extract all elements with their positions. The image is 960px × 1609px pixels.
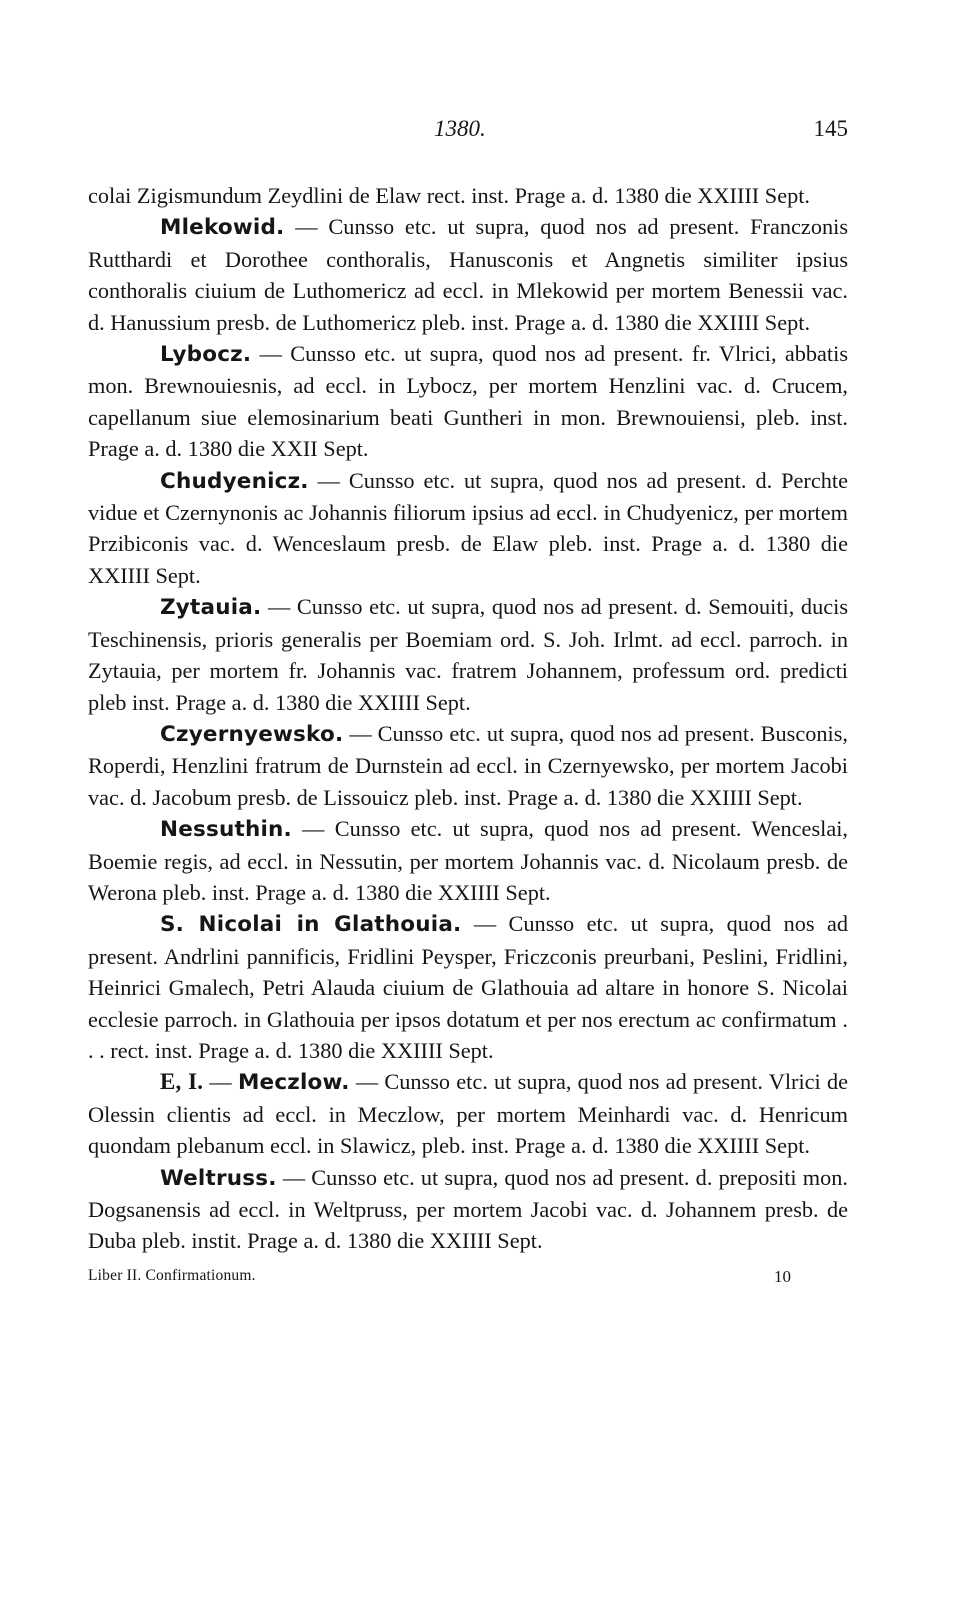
entry-separator: — — [276, 1164, 312, 1190]
entry-separator: — — [308, 467, 349, 493]
entry-separator: — — [291, 816, 335, 842]
entry-text: Cunsso etc. ut supra, quod nos ad present. Wenceslai, Boemie regis, ad eccl. in Nessutin, per mortem Johannis vac. d. Nicolaum presb. de Werona pleb. inst. Prage a. d. 1380 die XXIIII Sept. — [88, 816, 848, 905]
running-header — [88, 114, 848, 150]
entry-text: Cunsso etc. ut supra, quod nos ad present. Vlrici de Olessin clientis ad eccl. in Meczlow, per mortem Meinhardi vac. d. Henricum quondam plebanum eccl. in Slawicz, pleb. inst. Prage a. d. 1380 die XXIIII Sept. — [88, 1069, 849, 1159]
entry-separator: — — [284, 214, 329, 240]
entry-continuation — [88, 180, 848, 211]
entry-separator: — — [343, 720, 378, 746]
entry-heading: Lybocz. — [160, 342, 252, 368]
entry-separator: — — [261, 594, 297, 620]
entry-text: Cunsso etc. ut supra, quod nos ad present. d. Semouiti, ducis Teschinensis, prioris generalis per Boemiam ord. S. Joh. Irlmt. ad eccl. parroch. in Zytauia, per mortem fr. Johannis vac. fratrem Johannem, professum ord. predicti pleb inst. Prage a. d. 1380 die XXIIII Sept. — [88, 594, 848, 715]
entry-heading: Chudyenicz. — [160, 468, 309, 494]
entry-separator: — — [349, 1069, 385, 1095]
entry-prefix-separator: — — [203, 1069, 238, 1095]
entry-heading: Nessuthin. — [160, 817, 292, 843]
entry-text: Cunsso etc. ut supra, quod nos ad present. Franczonis Rutthardi et Dorothee conthoralis, Hanusconis et Angnetis similiter ipsius conthoralis ciuium de Luthomericz ad eccl. in Mlekowid per mortem Benessii vac. d. Hanussium presb. de Luthomericz pleb. inst. Prage a. d. 1380 die XXIIII Sept. — [88, 214, 848, 335]
entry-heading: Czyernyewsko. — [160, 721, 344, 747]
entry-text: Cunsso etc. ut supra, quod nos ad present. Andrlini pannificis, Fridlini Peysper, Friczconis preurbani, Peslini, Fridlini, Heinrici Gmalech, Petri Alauda ciuium de Glathouia ad altare in honore S. Nicolai ecclesie parroch. in Glathouia per ipsos dotatum et per nos erectum ac confirmatum . . . rect. inst. Prage a. d. 1380 die XXIIII Sept. — [88, 911, 848, 1063]
entry-heading: Mlekowid. — [160, 215, 285, 241]
entry-zytauia — [88, 591, 848, 718]
body-text — [88, 180, 848, 1257]
page-number: 145 — [813, 116, 848, 141]
book-page — [88, 114, 848, 1291]
running-header-year: 1380. — [434, 116, 486, 141]
entry-heading: Zytauia. — [160, 595, 262, 621]
entry-lybocz — [88, 338, 848, 465]
entry-heading: Meczlow. — [237, 1070, 350, 1096]
entry-text: Cunsso etc. ut supra, quod nos ad present. fr. Vlrici, abbatis mon. Brewnouiesnis, ad eccl. in Lybocz, per mortem Henzlini vac. d. Crucem, capellanum siue elemosinarium beati Guntheri in mon. Brewnouiensi, pleb. inst. Prage a. d. 1380 die XXII Sept. — [88, 341, 848, 462]
entry-heading: S. Nicolai in Glathouia. — [160, 912, 462, 938]
entry-heading: Weltruss. — [160, 1165, 277, 1191]
entry-text: Cunsso etc. ut supra, quod nos ad present. d. prepositi mon. Dogsanensis ad eccl. in Weltpruss, per mortem Jacobi vac. d. Johannem presb. de Duba pleb. instit. Prage a. d. 1380 die XXIIII Sept. — [88, 1164, 848, 1254]
entry-weltruss — [88, 1162, 848, 1257]
entry-text: colai Zigismundum Zeydlini de Elaw rect. inst. Prage a. d. 1380 die XXIIII Sept. — [88, 183, 811, 208]
entry-separator: — — [461, 911, 509, 937]
entry-meczlow — [88, 1066, 848, 1161]
entry-nessuthin — [88, 813, 848, 908]
page-footer — [88, 1261, 848, 1291]
entry-mlekowid — [88, 211, 848, 338]
entry-s-nicolai-glathouia — [88, 908, 848, 1066]
signature-number: 10 — [774, 1266, 791, 1286]
signature-mark: Liber II. Confirmationum. — [88, 1266, 256, 1284]
entry-chudyenicz — [88, 465, 848, 592]
entry-prefix: E, I. — [160, 1069, 204, 1095]
entry-text: Cunsso etc. ut supra, quod nos ad present. Busconis, Roperdi, Henzlini fratrum de Durnstein ad eccl. in Czernyewsko, per mortem Jacobi vac. d. Jacobum presb. de Lissouicz pleb. inst. Prage a. d. 1380 die XXIIII Sept. — [88, 720, 849, 810]
entry-czyernyewsko — [88, 718, 848, 813]
entry-separator: — — [251, 341, 291, 367]
entry-text: Cunsso etc. ut supra, quod nos ad present. d. Perchte vidue et Czernynonis ac Johannis filiorum ipsius ad eccl. in Chudyenicz, per mortem Przibiconis vac. d. Wenceslaum presb. de Elaw pleb. inst. Prage a. d. 1380 die XXIIII Sept. — [88, 467, 848, 588]
